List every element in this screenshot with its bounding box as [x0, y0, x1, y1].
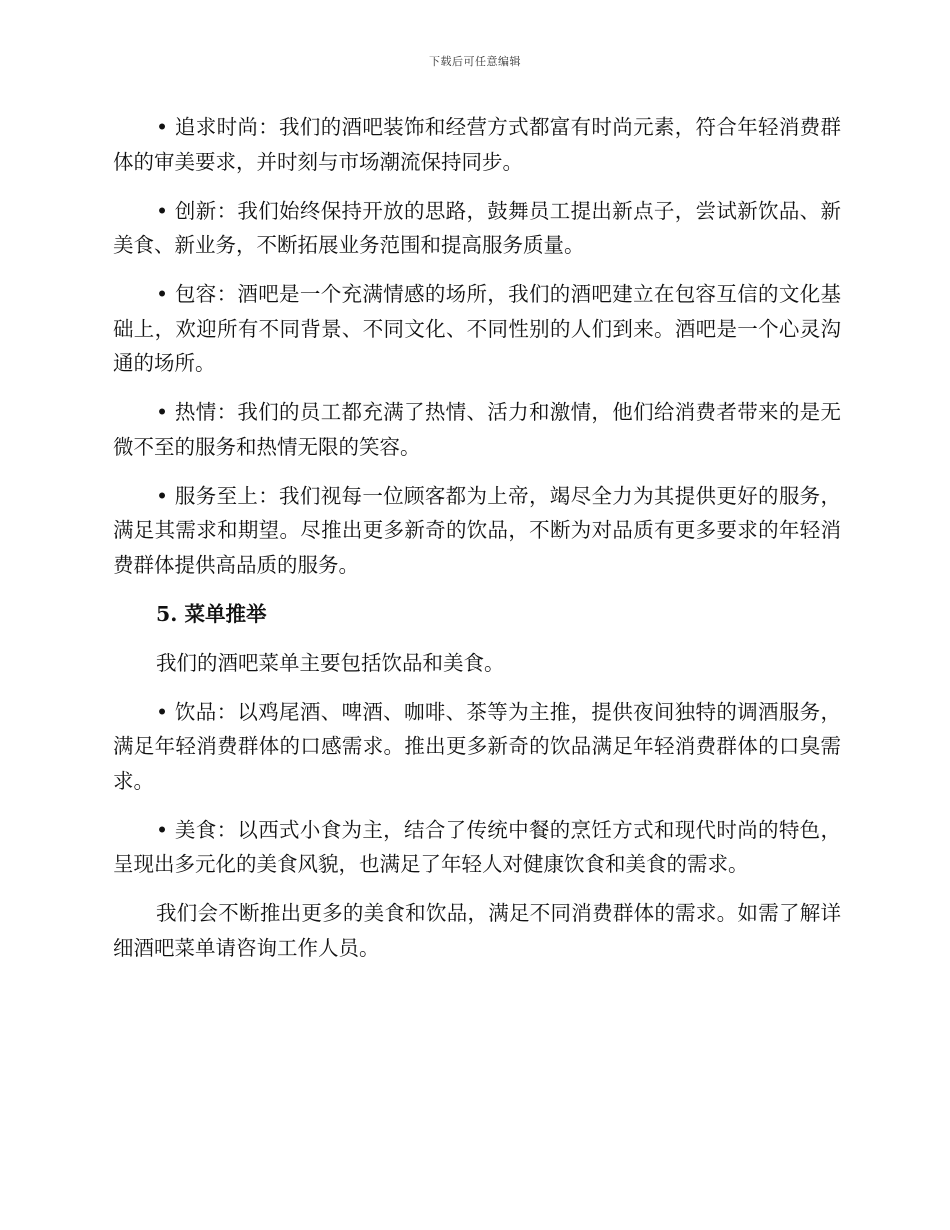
paragraph-service: • 服务至上：我们视每一位顾客都为上帝，竭尽全力为其提供更好的服务，满足其需求和期望。尽推出更多新奇的饮品，不断为对品质有更多要求的年轻消费群体提供高品质的服务。: [113, 483, 841, 577]
paragraph-passion: • 热情：我们的员工都充满了热情、活力和激情，他们给消费者带来的是无微不至的服务和热情无限的笑容。: [113, 400, 841, 459]
section-heading-menu: 5. 菜单推举: [156, 601, 267, 626]
paragraph-drinks: • 饮品：以鸡尾酒、啤酒、咖啡、茶等为主推，提供夜间独特的调酒服务，满足年轻消费群体的口感需求。推出更多新奇的饮品满足年轻消费群体的口臭需求。: [113, 699, 841, 793]
paragraph-fashion: • 追求时尚：我们的酒吧装饰和经营方式都富有时尚元素，符合年轻消费群体的审美要求，并时刻与市场潮流保持同步。: [113, 115, 841, 174]
paragraph-food: • 美食：以西式小食为主，结合了传统中餐的烹饪方式和现代时尚的特色，呈现出多元化的美食风貌，也满足了年轻人对健康饮食和美食的需求。: [113, 817, 841, 876]
document-body: [113, 110, 841, 980]
paragraph-innovation: • 创新：我们始终保持开放的思路，鼓舞员工提出新点子，尝试新饮品、新美食、新业务，不断拓展业务范围和提高服务质量。: [113, 198, 841, 257]
paragraph-menu-intro: 我们的酒吧菜单主要包括饮品和美食。: [156, 650, 505, 675]
paragraph-inclusive: • 包容：酒吧是一个充满情感的场所，我们的酒吧建立在包容互信的文化基础上，欢迎所有不同背景、不同文化、不同性别的人们到来。酒吧是一个心灵沟通的场所。: [113, 282, 841, 375]
paragraph-closing: 我们会不断推出更多的美食和饮品，满足不同消费群体的需求。如需了解详细酒吧菜单请咨询工作人员。: [113, 901, 841, 960]
page-header: 下载后可任意编辑: [429, 55, 521, 68]
